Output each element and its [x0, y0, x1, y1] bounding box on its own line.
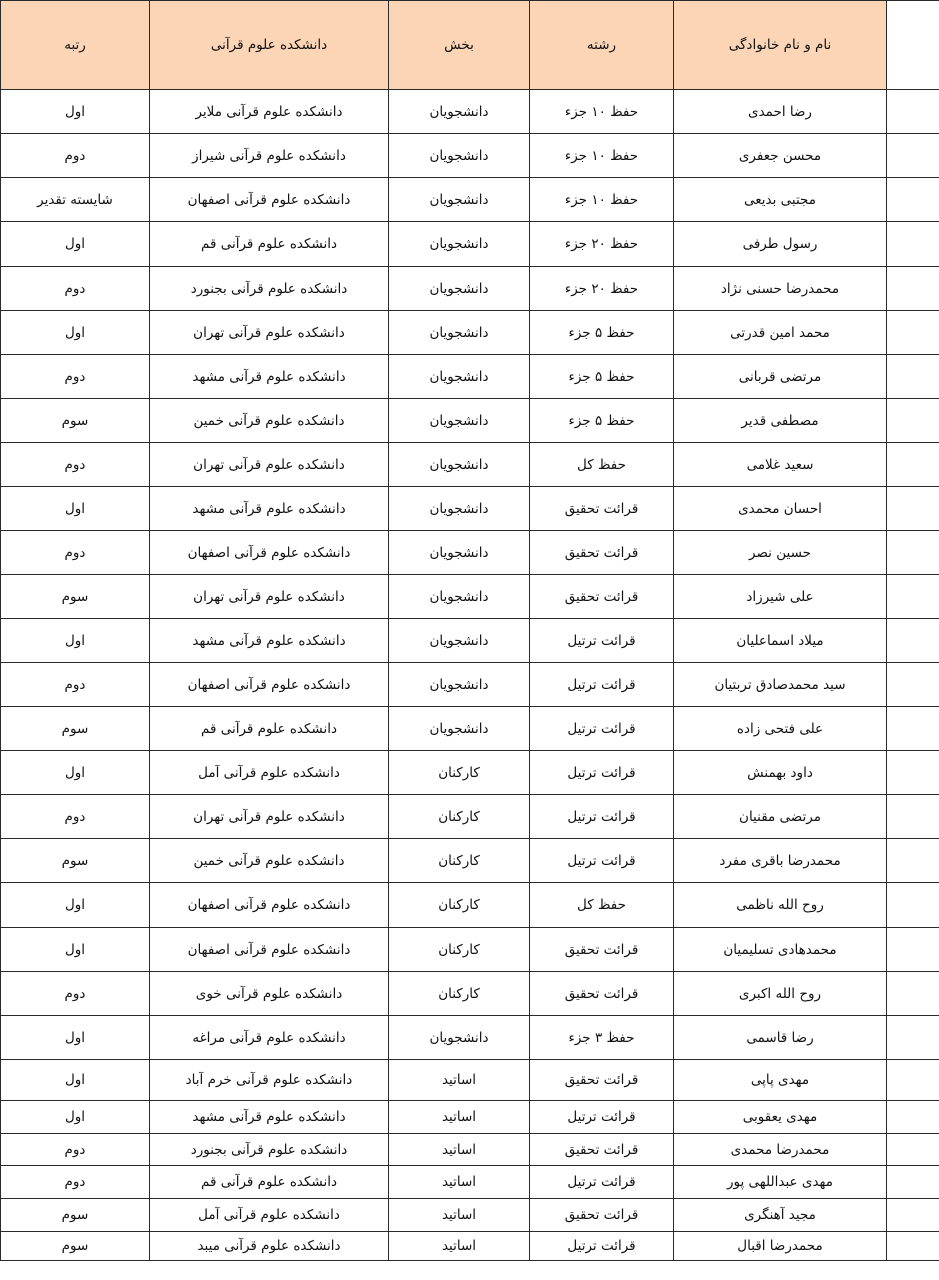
cell-field: حفظ ۱۰ جزء — [530, 134, 674, 178]
cell-section: دانشجویان — [389, 178, 530, 222]
cell-field: قرائت ترتیل — [530, 707, 674, 751]
header-field: رشته — [530, 1, 674, 90]
cell-section: اساتید — [389, 1232, 530, 1261]
cell-faculty: دانشکده علوم قرآنی تهران — [150, 443, 389, 487]
cell-faculty: دانشکده علوم قرآنی اصفهان — [150, 531, 389, 575]
table-row — [1, 839, 939, 883]
cell-name: مرتضی قربانی — [674, 355, 887, 399]
cell-field: حفظ ۲۰ جزء — [530, 267, 674, 311]
cell-name: علی فتحی زاده — [674, 707, 887, 751]
cell-section: کارکنان — [389, 751, 530, 795]
cell-rank: دوم — [1, 355, 150, 399]
cell-faculty: دانشکده علوم قرآنی اصفهان — [150, 928, 389, 972]
table-row — [1, 1134, 939, 1166]
cell-name: مرتضی مقنیان — [674, 795, 887, 839]
cell-section: دانشجویان — [389, 134, 530, 178]
cell-blank — [887, 795, 939, 839]
cell-field: حفظ کل — [530, 443, 674, 487]
table-row — [1, 972, 939, 1016]
cell-field: حفظ کل — [530, 883, 674, 928]
cell-rank: دوم — [1, 1166, 150, 1199]
table-row — [1, 707, 939, 751]
cell-name: مهدی یعقوبی — [674, 1101, 887, 1134]
cell-field: قرائت ترتیل — [530, 795, 674, 839]
cell-section: اساتید — [389, 1060, 530, 1101]
cell-rank: دوم — [1, 1134, 150, 1166]
cell-blank — [887, 178, 939, 222]
cell-blank — [887, 531, 939, 575]
cell-faculty: دانشکده علوم قرآنی اصفهان — [150, 663, 389, 707]
cell-blank — [887, 222, 939, 267]
cell-blank — [887, 487, 939, 531]
cell-blank — [887, 443, 939, 487]
cell-section: دانشجویان — [389, 663, 530, 707]
cell-faculty: دانشکده علوم قرآنی بجنورد — [150, 1134, 389, 1166]
cell-name: مهدی عبداللهی پور — [674, 1166, 887, 1199]
cell-field: قرائت تحقیق — [530, 1060, 674, 1101]
cell-rank: دوم — [1, 443, 150, 487]
cell-name: مصطفی قدیر — [674, 399, 887, 443]
cell-field: قرائت تحقیق — [530, 1199, 674, 1232]
cell-name: سعید غلامی — [674, 443, 887, 487]
cell-rank: اول — [1, 1016, 150, 1060]
cell-section: دانشجویان — [389, 267, 530, 311]
cell-field: قرائت ترتیل — [530, 1232, 674, 1261]
cell-blank — [887, 751, 939, 795]
cell-section: کارکنان — [389, 928, 530, 972]
cell-name: محمدرضا محمدی — [674, 1134, 887, 1166]
cell-blank — [887, 1199, 939, 1232]
cell-faculty: دانشکده علوم قرآنی قم — [150, 222, 389, 267]
header-faculty: دانشکده علوم قرآنی — [150, 1, 389, 90]
table-row — [1, 751, 939, 795]
cell-rank: سوم — [1, 1199, 150, 1232]
cell-name: مجید آهنگری — [674, 1199, 887, 1232]
cell-section: اساتید — [389, 1101, 530, 1134]
cell-blank — [887, 311, 939, 355]
cell-section: دانشجویان — [389, 443, 530, 487]
cell-section: کارکنان — [389, 839, 530, 883]
cell-rank: دوم — [1, 267, 150, 311]
cell-rank: سوم — [1, 707, 150, 751]
cell-blank — [887, 90, 939, 134]
cell-field: قرائت تحقیق — [530, 575, 674, 619]
header-blank — [887, 1, 939, 90]
cell-section: اساتید — [389, 1134, 530, 1166]
cell-faculty: دانشکده علوم قرآنی خمین — [150, 399, 389, 443]
cell-blank — [887, 663, 939, 707]
cell-faculty: دانشکده علوم قرآنی آمل — [150, 1199, 389, 1232]
cell-rank: دوم — [1, 795, 150, 839]
cell-name: روح الله ناظمی — [674, 883, 887, 928]
cell-section: کارکنان — [389, 795, 530, 839]
cell-faculty: دانشکده علوم قرآنی تهران — [150, 575, 389, 619]
cell-faculty: دانشکده علوم قرآنی آمل — [150, 751, 389, 795]
cell-blank — [887, 619, 939, 663]
header-rank: رتبه — [1, 1, 150, 90]
table-row — [1, 267, 939, 311]
cell-rank: اول — [1, 883, 150, 928]
table-row — [1, 487, 939, 531]
table-row — [1, 531, 939, 575]
cell-faculty: دانشکده علوم قرآنی اصفهان — [150, 883, 389, 928]
cell-faculty: دانشکده علوم قرآنی تهران — [150, 795, 389, 839]
table-row — [1, 443, 939, 487]
table-row — [1, 575, 939, 619]
table-row — [1, 1166, 939, 1199]
table-row — [1, 311, 939, 355]
table-row — [1, 795, 939, 839]
cell-rank: اول — [1, 1101, 150, 1134]
cell-blank — [887, 1101, 939, 1134]
cell-section: دانشجویان — [389, 531, 530, 575]
cell-blank — [887, 267, 939, 311]
cell-faculty: دانشکده علوم قرآنی مشهد — [150, 1101, 389, 1134]
table-row — [1, 90, 939, 134]
cell-section: دانشجویان — [389, 707, 530, 751]
cell-name: محمدرضا باقری مفرد — [674, 839, 887, 883]
cell-field: قرائت تحقیق — [530, 487, 674, 531]
header-section: بخش — [389, 1, 530, 90]
cell-blank — [887, 1232, 939, 1261]
cell-faculty: دانشکده علوم قرآنی قم — [150, 707, 389, 751]
cell-rank: اول — [1, 751, 150, 795]
cell-name: مهدی پاپی — [674, 1060, 887, 1101]
cell-section: کارکنان — [389, 883, 530, 928]
cell-section: اساتید — [389, 1199, 530, 1232]
cell-name: حسین نصر — [674, 531, 887, 575]
cell-blank — [887, 134, 939, 178]
cell-section: دانشجویان — [389, 487, 530, 531]
cell-field: قرائت تحقیق — [530, 1134, 674, 1166]
cell-section: دانشجویان — [389, 311, 530, 355]
table-row — [1, 355, 939, 399]
cell-rank: سوم — [1, 575, 150, 619]
cell-field: حفظ ۳ جزء — [530, 1016, 674, 1060]
table-row — [1, 1232, 939, 1261]
cell-faculty: دانشکده علوم قرآنی ملایر — [150, 90, 389, 134]
cell-rank: دوم — [1, 531, 150, 575]
cell-field: قرائت ترتیل — [530, 1166, 674, 1199]
cell-section: دانشجویان — [389, 399, 530, 443]
cell-field: قرائت ترتیل — [530, 839, 674, 883]
cell-name: محمدرضا اقبال — [674, 1232, 887, 1261]
cell-blank — [887, 883, 939, 928]
table-row — [1, 178, 939, 222]
cell-rank: اول — [1, 90, 150, 134]
cell-field: حفظ ۵ جزء — [530, 355, 674, 399]
cell-field: قرائت ترتیل — [530, 663, 674, 707]
cell-name: رضا احمدی — [674, 90, 887, 134]
cell-faculty: دانشکده علوم قرآنی مراغه — [150, 1016, 389, 1060]
cell-name: داود بهمنش — [674, 751, 887, 795]
cell-blank — [887, 707, 939, 751]
table-row — [1, 883, 939, 928]
cell-faculty: دانشکده علوم قرآنی خرم آباد — [150, 1060, 389, 1101]
cell-name: میلاد اسماعلیان — [674, 619, 887, 663]
cell-faculty: دانشکده علوم قرآنی شیراز — [150, 134, 389, 178]
cell-rank: اول — [1, 928, 150, 972]
cell-field: قرائت ترتیل — [530, 619, 674, 663]
cell-section: دانشجویان — [389, 90, 530, 134]
cell-name: محمدرضا حسنی نژاد — [674, 267, 887, 311]
cell-name: محمدهادی تسلیمیان — [674, 928, 887, 972]
cell-section: دانشجویان — [389, 619, 530, 663]
cell-field: حفظ ۲۰ جزء — [530, 222, 674, 267]
cell-field: قرائت ترتیل — [530, 1101, 674, 1134]
cell-rank: اول — [1, 619, 150, 663]
cell-rank: دوم — [1, 663, 150, 707]
cell-section: دانشجویان — [389, 575, 530, 619]
table-row — [1, 928, 939, 972]
cell-faculty: دانشکده علوم قرآنی مشهد — [150, 487, 389, 531]
cell-name: رضا قاسمی — [674, 1016, 887, 1060]
cell-rank: اول — [1, 1060, 150, 1101]
cell-name: علی شیرزاد — [674, 575, 887, 619]
cell-name: روح الله اکبری — [674, 972, 887, 1016]
table-row — [1, 619, 939, 663]
cell-section: دانشجویان — [389, 1016, 530, 1060]
cell-field: حفظ ۱۰ جزء — [530, 178, 674, 222]
table-row — [1, 1101, 939, 1134]
table-row — [1, 134, 939, 178]
cell-rank: اول — [1, 487, 150, 531]
table-row — [1, 1016, 939, 1060]
cell-blank — [887, 928, 939, 972]
cell-blank — [887, 1166, 939, 1199]
cell-field: قرائت تحقیق — [530, 928, 674, 972]
cell-field: حفظ ۱۰ جزء — [530, 90, 674, 134]
cell-rank: اول — [1, 222, 150, 267]
cell-rank: سوم — [1, 1232, 150, 1261]
cell-name: سید محمدصادق تربتیان — [674, 663, 887, 707]
cell-field: قرائت تحقیق — [530, 531, 674, 575]
cell-blank — [887, 972, 939, 1016]
cell-section: دانشجویان — [389, 222, 530, 267]
cell-blank — [887, 839, 939, 883]
cell-faculty: دانشکده علوم قرآنی میبد — [150, 1232, 389, 1261]
cell-rank: شایسته تقدیر — [1, 178, 150, 222]
cell-rank: سوم — [1, 399, 150, 443]
cell-rank: دوم — [1, 134, 150, 178]
cell-rank: اول — [1, 311, 150, 355]
cell-field: حفظ ۵ جزء — [530, 311, 674, 355]
cell-section: اساتید — [389, 1166, 530, 1199]
cell-faculty: دانشکده علوم قرآنی خمین — [150, 839, 389, 883]
cell-blank — [887, 575, 939, 619]
table-row — [1, 1060, 939, 1101]
cell-faculty: دانشکده علوم قرآنی مشهد — [150, 619, 389, 663]
cell-section: دانشجویان — [389, 355, 530, 399]
cell-field: قرائت تحقیق — [530, 972, 674, 1016]
table-row — [1, 1199, 939, 1232]
header-name: نام و نام خانوادگی — [674, 1, 887, 90]
cell-blank — [887, 1060, 939, 1101]
cell-name: محسن جعفری — [674, 134, 887, 178]
cell-name: احسان محمدی — [674, 487, 887, 531]
cell-blank — [887, 1016, 939, 1060]
cell-faculty: دانشکده علوم قرآنی بجنورد — [150, 267, 389, 311]
cell-faculty: دانشکده علوم قرآنی تهران — [150, 311, 389, 355]
cell-faculty: دانشکده علوم قرآنی اصفهان — [150, 178, 389, 222]
cell-name: رسول طرفی — [674, 222, 887, 267]
cell-field: قرائت ترتیل — [530, 751, 674, 795]
table-row — [1, 663, 939, 707]
cell-section: کارکنان — [389, 972, 530, 1016]
cell-blank — [887, 1134, 939, 1166]
cell-rank: سوم — [1, 839, 150, 883]
cell-name: محمد امین قدرتی — [674, 311, 887, 355]
cell-rank: دوم — [1, 972, 150, 1016]
cell-faculty: دانشکده علوم قرآنی قم — [150, 1166, 389, 1199]
cell-field: حفظ ۵ جزء — [530, 399, 674, 443]
table-row — [1, 222, 939, 267]
cell-blank — [887, 399, 939, 443]
cell-blank — [887, 355, 939, 399]
cell-faculty: دانشکده علوم قرآنی مشهد — [150, 355, 389, 399]
header-row — [1, 1, 939, 90]
cell-faculty: دانشکده علوم قرآنی خوی — [150, 972, 389, 1016]
cell-name: مجتبی بدیعی — [674, 178, 887, 222]
table-row — [1, 399, 939, 443]
